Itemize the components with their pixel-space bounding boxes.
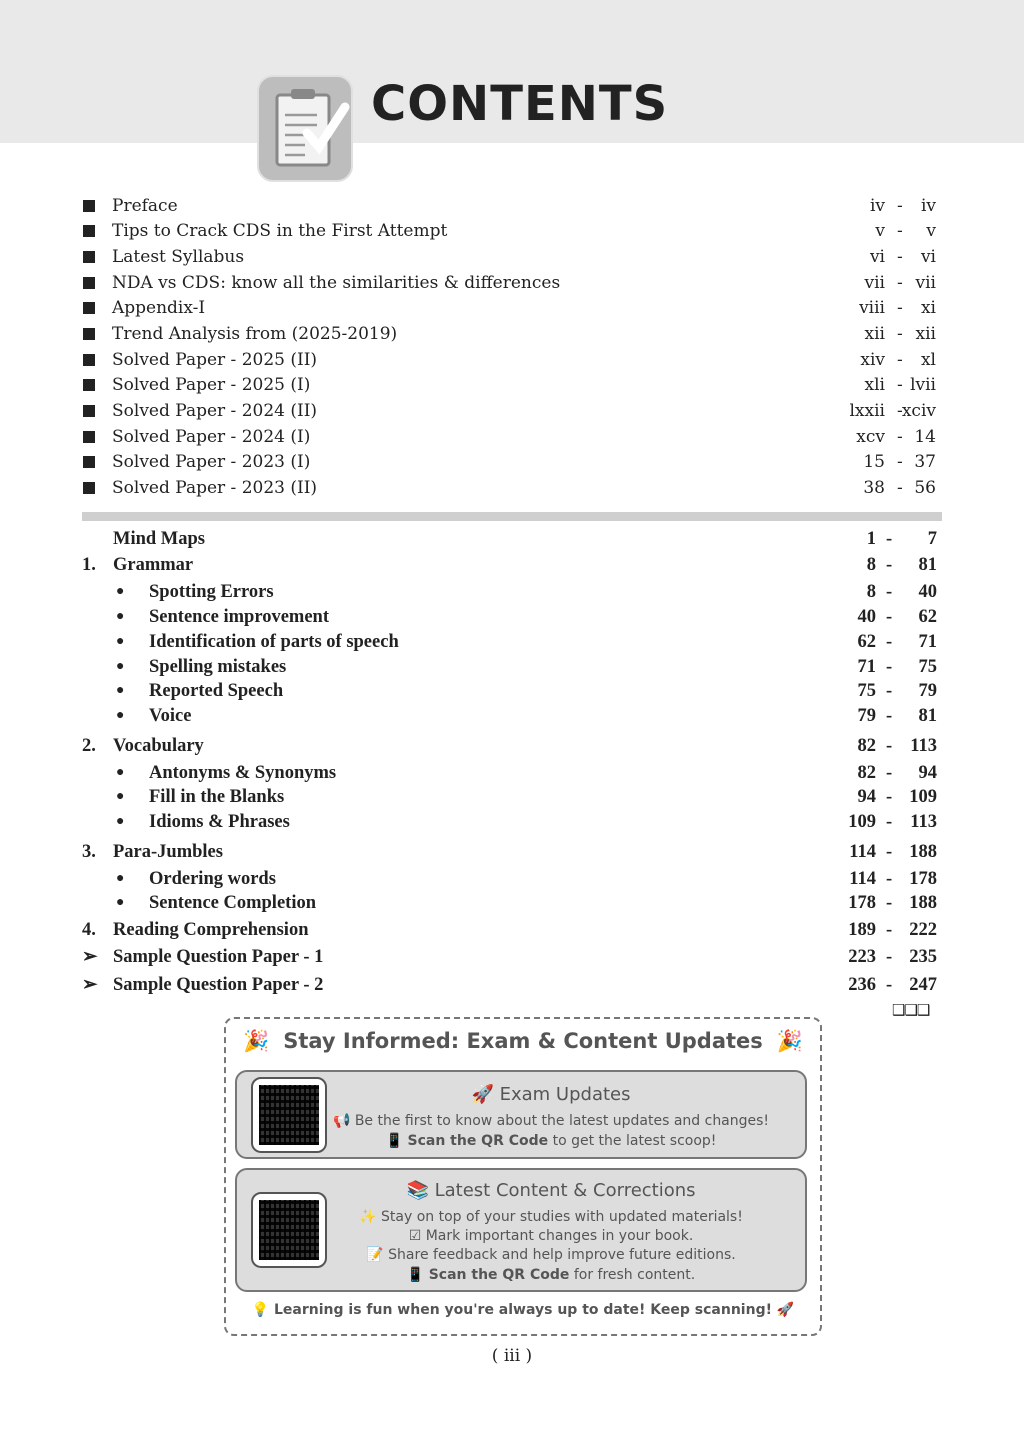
list-marker: ● [116,609,125,624]
chapter-label: Vocabulary [113,736,204,756]
page-from: vi [869,247,885,267]
toc-label: Solved Paper - 2024 (I) [112,427,311,447]
square-bullet-icon [83,482,95,494]
page-to: lvii [910,375,936,395]
content-line: Mark important changes in your book. [425,1228,694,1244]
toc-row [0,450,1024,474]
list-marker: ➢ [82,947,98,967]
checkbox-icon: ☑ [408,1228,426,1244]
page-from: 15 [863,452,885,472]
page-to: 188 [909,842,937,862]
toc-row [0,271,1024,295]
chapter-row [0,580,1024,604]
page-to: 222 [909,920,937,940]
square-bullet-icon [83,200,95,212]
page-from: 82 [857,736,876,756]
chapter-row [0,704,1024,728]
page-from: xcv [856,427,885,447]
page-from: 8 [866,582,876,602]
chapter-label: Sample Question Paper - 1 [113,947,324,967]
phone-icon: 📱 [406,1267,429,1283]
list-marker: ● [116,659,125,674]
page-dash: - [897,401,903,421]
page-from: 82 [857,763,876,783]
chapter-row [0,810,1024,834]
chapter-row [0,605,1024,629]
toc-row [0,348,1024,372]
list-marker: ● [116,708,125,723]
chapter-label: Grammar [113,555,194,575]
toc-label: Tips to Crack CDS in the First Attempt [112,221,448,241]
page-from: lxxii [849,401,885,421]
exam-updates-line: Be the first to know about the latest updates and changes! [354,1113,770,1129]
chapter-label: Antonyms & Synonyms [149,763,337,783]
page-from: viii [859,298,885,318]
list-marker: ● [116,895,125,910]
rocket-icon: 🚀 [771,1302,795,1318]
toc-label: Trend Analysis from (2025-2019) [112,324,398,344]
page-from: 8 [866,555,876,575]
content-updates-card [235,1168,807,1292]
page-from: 223 [848,947,876,967]
list-marker: ● [116,683,125,698]
phone-icon: 📱 [385,1133,408,1149]
page-dash: - [886,582,893,602]
chapter-label: Para-Jumbles [113,842,223,862]
page-to: 113 [910,736,937,756]
square-bullet-icon [83,302,95,314]
page-to: 62 [918,607,937,627]
page-dash: - [897,427,903,447]
chapter-row [0,918,1024,942]
page-dash: - [886,555,893,575]
toc-label: NDA vs CDS: know all the similarities & differences [112,273,561,293]
list-marker: ● [116,584,125,599]
list-marker: 1. [82,555,96,575]
page-dash: - [886,869,893,889]
clipboard-check-icon [257,75,353,182]
page-from: 178 [848,893,876,913]
page-dash: - [897,452,903,472]
lightbulb-icon: 💡 [251,1302,274,1318]
chapter-label: Sentence improvement [149,607,329,627]
page-dash: - [897,196,903,216]
toc-row [0,296,1024,320]
page-from: 114 [849,842,876,862]
list-marker: ● [116,634,125,649]
chapter-row [0,945,1024,969]
page-to: 235 [909,947,937,967]
page-dash: - [897,247,903,267]
toc-row [0,194,1024,218]
chapter-row [0,867,1024,891]
square-bullet-icon [83,354,95,366]
square-bullet-icon [83,379,95,391]
page-to: 109 [909,787,937,807]
page-from: 94 [857,787,876,807]
page-dash: - [886,681,893,701]
list-marker: ● [116,871,125,886]
page-from: xli [864,375,885,395]
chapter-label: Spotting Errors [149,582,274,602]
toc-label: Solved Paper - 2025 (I) [112,375,311,395]
page-dash: - [897,478,903,498]
page-dash: - [897,221,903,241]
page-title: CONTENTS [371,76,669,132]
list-marker: 2. [82,736,96,756]
page-dash: - [886,706,893,726]
page-from: 62 [857,632,876,652]
page-to: v [926,221,936,241]
rocket-icon: 🚀 [471,1084,500,1105]
chapter-row [0,734,1024,758]
scan-qr-bold: Scan the QR Code [407,1133,549,1149]
page-to: 75 [918,657,937,677]
page-from: 71 [857,657,876,677]
toc-label: Latest Syllabus [112,247,245,267]
content-updates-heading: Latest Content & Corrections [434,1180,696,1201]
page-to: 71 [918,632,937,652]
square-bullet-icon [83,431,95,443]
updates-box [224,1017,822,1336]
page-to: iv [920,196,936,216]
list-marker: ● [116,765,125,780]
chapter-label: Idioms & Phrases [149,812,290,832]
page-to: xl [920,350,936,370]
updates-footer: Learning is fun when you're always up to date! Keep scanning! [274,1302,772,1318]
page-number: ( iii ) [491,1346,533,1366]
chapter-label: Voice [149,706,192,726]
page-dash: - [897,298,903,318]
list-marker: 4. [82,920,96,940]
chapter-row [0,630,1024,654]
page-dash: - [886,657,893,677]
section-divider [82,512,942,521]
page-from: 1 [866,529,876,549]
chapter-row [0,973,1024,997]
page-to: vi [920,247,936,267]
toc-row [0,322,1024,346]
page-from: xii [864,324,885,344]
toc-row [0,245,1024,269]
page-to: xi [920,298,936,318]
square-bullet-icon [83,456,95,468]
exam-updates-card [235,1070,807,1159]
chapter-label: Ordering words [149,869,276,889]
list-marker: ● [116,789,125,804]
scan-qr-bold: Scan the QR Code [428,1267,570,1283]
page-to: 40 [918,582,937,602]
page-dash: - [886,632,893,652]
page-to: 178 [909,869,937,889]
page-from: 40 [857,607,876,627]
chapter-row [0,891,1024,915]
page-to: xciv [901,401,936,421]
chapter-label: Sample Question Paper - 2 [113,975,324,995]
updates-title: 🎉 Stay Informed: Exam & Content Updates 🎉 [243,1029,803,1053]
page-dash: - [897,273,903,293]
list-marker: ➢ [82,975,98,995]
chapter-label: Reported Speech [149,681,284,701]
toc-label: Solved Paper - 2025 (II) [112,350,318,370]
page-from: xiv [860,350,885,370]
page-to: vii [915,273,936,293]
scan-qr-rest: to get the latest scoop! [548,1133,717,1149]
scan-qr-rest: for fresh content. [569,1267,696,1283]
page-from: vii [864,273,885,293]
chapter-row [0,655,1024,679]
page-to: 14 [914,427,936,447]
page-dash: - [886,529,893,549]
toc-row [0,399,1024,423]
page-dash: - [886,607,893,627]
page-from: 79 [857,706,876,726]
page-from: 114 [849,869,876,889]
page-to: 188 [909,893,937,913]
toc-row [0,425,1024,449]
page-dash: - [886,893,893,913]
page-to: 113 [910,812,937,832]
end-mark: ❑❑❑ [892,1001,930,1019]
toc-label: Solved Paper - 2023 (I) [112,452,311,472]
page-to: 94 [918,763,937,783]
exam-updates-heading: Exam Updates [499,1084,631,1105]
page-dash: - [897,324,903,344]
toc-label: Preface [112,196,178,216]
toc-row [0,219,1024,243]
square-bullet-icon [83,251,95,263]
page-dash: - [886,736,893,756]
square-bullet-icon [83,405,95,417]
chapter-label: Spelling mistakes [149,657,287,677]
list-marker: 3. [82,842,96,862]
chapter-row [0,553,1024,577]
memo-icon: 📝 [366,1247,389,1263]
page-from: v [875,221,885,241]
page-dash: - [886,947,893,967]
chapter-row [0,785,1024,809]
chapter-row [0,527,1024,551]
page-to: 37 [914,452,936,472]
page-dash: - [886,975,893,995]
page-dash: - [897,350,903,370]
books-icon: 📚 [406,1180,435,1201]
chapter-row [0,679,1024,703]
toc-label: Appendix-I [112,298,206,318]
page-dash: - [886,920,893,940]
content-line: Stay on top of your studies with updated materials! [381,1209,743,1225]
page-dash: - [886,812,893,832]
page-dash: - [886,787,893,807]
page-from: 189 [848,920,876,940]
page-from: 109 [848,812,876,832]
page-dash: - [886,842,893,862]
page-to: 79 [918,681,937,701]
party-popper-icon: 🎉 [243,1029,270,1053]
square-bullet-icon [83,328,95,340]
page-from: 236 [848,975,876,995]
page-dash: - [897,375,903,395]
page-from: 75 [857,681,876,701]
toc-row [0,476,1024,500]
sparkles-icon: ✨ [359,1209,382,1225]
page-to: 81 [918,555,937,575]
toc-label: Solved Paper - 2023 (II) [112,478,318,498]
chapter-row [0,840,1024,864]
toc-row [0,373,1024,397]
page-to: 81 [918,706,937,726]
megaphone-icon: 📢 [332,1113,355,1129]
toc-label: Solved Paper - 2024 (II) [112,401,318,421]
page-to: 247 [909,975,937,995]
chapter-row [0,761,1024,785]
page-from: 38 [863,478,885,498]
chapter-label: Sentence Completion [149,893,316,913]
chapter-label: Fill in the Blanks [149,787,285,807]
page-to: 7 [927,529,937,549]
content-line: Share feedback and help improve future editions. [388,1247,736,1263]
square-bullet-icon [83,225,95,237]
list-marker: ● [116,814,125,829]
chapter-label: Mind Maps [113,529,206,549]
chapter-label: Identification of parts of speech [149,632,399,652]
page-from: iv [869,196,885,216]
party-popper-icon: 🎉 [776,1029,803,1053]
square-bullet-icon [83,277,95,289]
chapter-label: Reading Comprehension [113,920,309,940]
page-to: xii [915,324,936,344]
page-to: 56 [914,478,936,498]
page-dash: - [886,763,893,783]
